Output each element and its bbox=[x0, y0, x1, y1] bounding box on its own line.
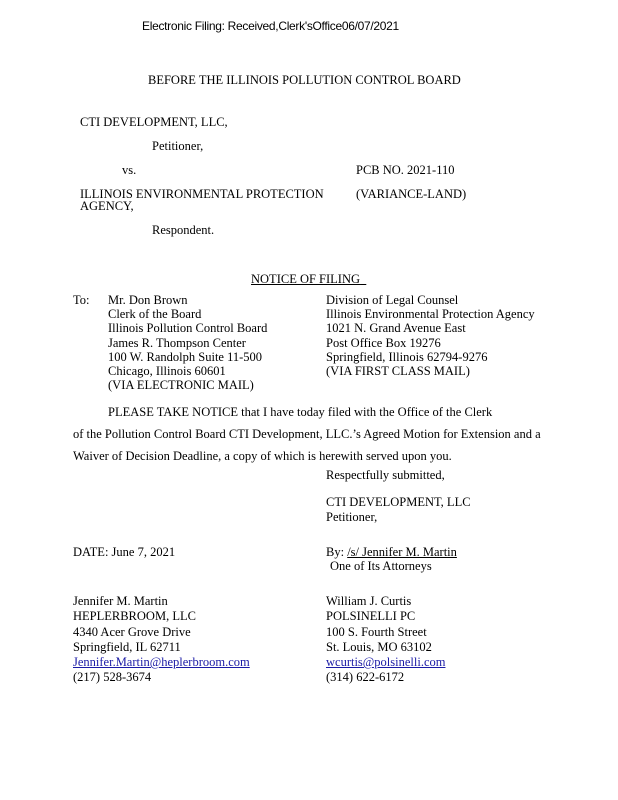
recipient-left-line: Clerk of the Board bbox=[108, 307, 202, 322]
attorney-right-email-link[interactable]: wcurtis@polsinelli.com bbox=[326, 655, 446, 670]
date-line: DATE: June 7, 2021 bbox=[73, 545, 176, 559]
recipient-left-line: 100 W. Randolph Suite 11-500 bbox=[108, 349, 263, 364]
recipient-left-line: Mr. Don Brown bbox=[108, 293, 188, 307]
attorney-right-firm: POLSINELLI PC bbox=[326, 609, 416, 624]
respondent-role: Respondent. bbox=[152, 223, 215, 237]
attorney-left-firm: HEPLERBROOM, LLC bbox=[73, 609, 196, 624]
attorney-right-email-row bbox=[326, 655, 445, 670]
attorney-left-email-link[interactable]: Jennifer.Martin@heplerbroom.com bbox=[73, 655, 250, 670]
recipient-left-block bbox=[108, 293, 267, 392]
recipient-right-line: Division of Legal Counsel bbox=[326, 293, 459, 307]
recipient-left-line: Illinois Pollution Control Board bbox=[108, 321, 268, 336]
recipient-right-line: (VIA FIRST CLASS MAIL) bbox=[326, 364, 470, 379]
respondent-name-line2: AGENCY, bbox=[80, 199, 134, 213]
recipient-right-line: Illinois Environmental Protection Agency bbox=[326, 307, 535, 322]
recipient-right-line: Springfield, Illinois 62794-9276 bbox=[326, 349, 488, 364]
notice-title: NOTICE OF FILING bbox=[251, 272, 361, 286]
versus-label: vs. bbox=[122, 163, 137, 177]
attorney-right-name: William J. Curtis bbox=[326, 594, 412, 608]
signature-line bbox=[326, 545, 457, 559]
signature-by-label: By: bbox=[326, 545, 348, 559]
recipient-right-line: 1021 N. Grand Avenue East bbox=[326, 321, 466, 336]
recipient-right-line: Post Office Box 19276 bbox=[326, 335, 441, 350]
attorney-left-block bbox=[73, 594, 250, 686]
recipient-left-line: Chicago, Illinois 60601 bbox=[108, 364, 226, 379]
attorney-left-city: Springfield, IL 62711 bbox=[73, 639, 181, 654]
signature-signer: /s/ Jennifer M. Martin bbox=[347, 545, 457, 559]
body-line-1: PLEASE TAKE NOTICE that I have today filed with the Office of the Clerk bbox=[108, 405, 493, 419]
recipient-left-line: (VIA ELECTRONIC MAIL) bbox=[108, 378, 254, 393]
signature-title: One of Its Attorneys bbox=[330, 559, 432, 573]
petitioner-role: Petitioner, bbox=[152, 139, 204, 153]
closing-party: CTI DEVELOPMENT, LLC bbox=[326, 495, 471, 509]
recipient-right-block bbox=[326, 293, 535, 378]
petitioner-name: CTI DEVELOPMENT, LLC, bbox=[80, 115, 228, 129]
respondent-name-line1: ILLINOIS ENVIRONMENTAL PROTECTION bbox=[80, 187, 324, 201]
filing-stamp: Electronic Filing: Received,Clerk'sOffice06/07/2021 bbox=[142, 19, 399, 33]
body-line-2: of the Pollution Control Board CTI Development, LLC.’s Agreed Motion for Extension and a bbox=[73, 427, 541, 441]
attorney-left-phone: (217) 528-3674 bbox=[73, 670, 152, 685]
board-heading: BEFORE THE ILLINOIS POLLUTION CONTROL BOARD bbox=[148, 73, 461, 87]
attorney-right-phone: (314) 622-6172 bbox=[326, 670, 405, 685]
attorney-left-email-row bbox=[73, 655, 250, 670]
attorney-right-city: St. Louis, MO 63102 bbox=[326, 639, 432, 654]
closing-role: Petitioner, bbox=[326, 510, 378, 524]
attorney-left-street: 4340 Acer Grove Drive bbox=[73, 624, 191, 639]
attorney-right-street: 100 S. Fourth Street bbox=[326, 624, 427, 639]
to-label: To: bbox=[73, 293, 90, 307]
closing-respectfully: Respectfully submitted, bbox=[326, 468, 445, 482]
recipient-left-line: James R. Thompson Center bbox=[108, 335, 246, 350]
attorney-right-block bbox=[326, 594, 445, 686]
attorney-left-name: Jennifer M. Martin bbox=[73, 594, 168, 608]
case-number: PCB NO. 2021-110 bbox=[356, 163, 455, 177]
body-line-3: Waiver of Decision Deadline, a copy of which is herewith served upon you. bbox=[73, 449, 452, 463]
case-type: (VARIANCE-LAND) bbox=[356, 187, 467, 201]
